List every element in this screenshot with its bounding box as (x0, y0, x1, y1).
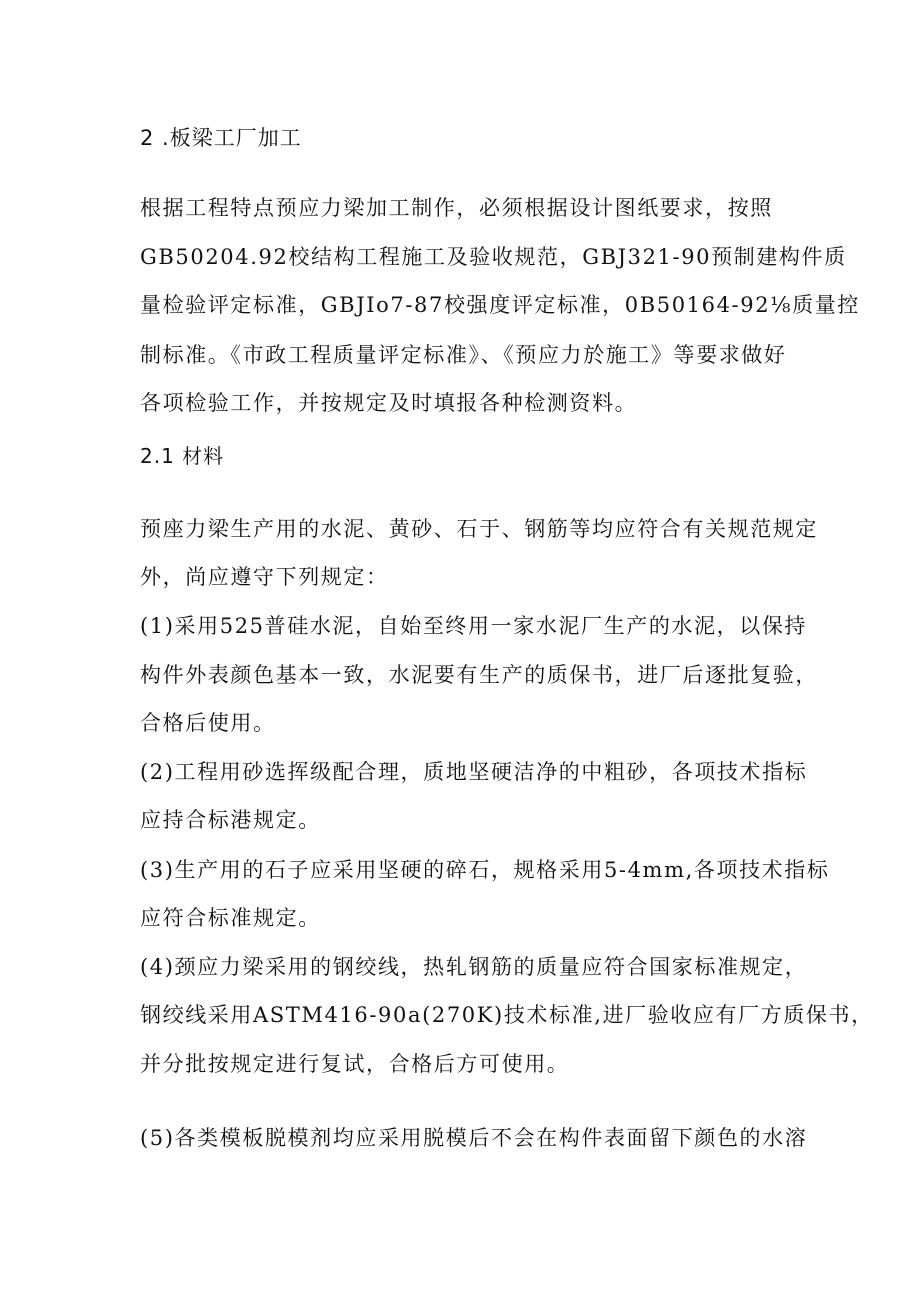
list-item-1-line-1: (1)采用525普硅水泥，自始至终用一家水泥厂生产的水泥，以保持 (140, 614, 808, 638)
intro-line-1: 根据工程特点预应力梁加工制作，必须根据设计图纸要求，按照 (140, 196, 773, 220)
list-item-2-line-2: 应持合标港规定。 (140, 808, 321, 832)
materials-intro-line-2: 外，尚应遵守下列规定： (140, 565, 389, 589)
subsection-heading: 2.1 材料 (140, 444, 225, 468)
section-heading: 2 .板梁工厂加工 (140, 126, 302, 150)
list-item-1-line-2: 构件外表颜色基本一致，水泥要有生产的质保书，进厂后逐批复验， (140, 663, 818, 687)
materials-intro-line-1: 预座力梁生产用的水泥、黄砂、石于、钢筋等均应符合有关规范规定 (140, 517, 818, 541)
list-item-2-line-1: (2)工程用砂选挥级配合理，质地坚硬洁净的中粗砂，各项技术指标 (140, 760, 808, 784)
list-item-4-line-1: (4)颈应力梁采用的钢绞线，热轧钢筋的质量应符合国家标准规定， (140, 955, 808, 979)
intro-line-2: GB50204.92校结构工程施工及验收规范，GBJ321-90预制建构件质 (140, 245, 847, 269)
list-item-1-line-3: 合格后使用。 (140, 711, 276, 735)
intro-line-4: 制标准。《市政工程质量评定标准》、《预应力於施工》等要求做好 (140, 343, 787, 367)
list-item-3-line-1: (3)生产用的石子应采用坚硬的碎石，规格采用5-4mm,各项技术指标 (140, 858, 830, 882)
list-item-4-line-3: 并分批按规定进行复试，合格后方可使用。 (140, 1052, 570, 1076)
list-item-5-line-1: (5)各类模板脱模剂均应采用脱模后不会在构件表面留下颜色的水溶 (140, 1126, 808, 1150)
list-item-4-line-2: 钢绞线采用ASTM416-90a(270K)技术标准,进厂验收应有厂方质保书， (140, 1003, 874, 1027)
intro-line-5: 各项检验工作，并按规定及时填报各种检测资料。 (140, 391, 638, 415)
intro-line-3: 量检验评定标准，GBJIo7-87校强度评定标准，0B50164-92⅛质量控 (140, 293, 860, 317)
list-item-3-line-2: 应符合标准规定。 (140, 906, 321, 930)
